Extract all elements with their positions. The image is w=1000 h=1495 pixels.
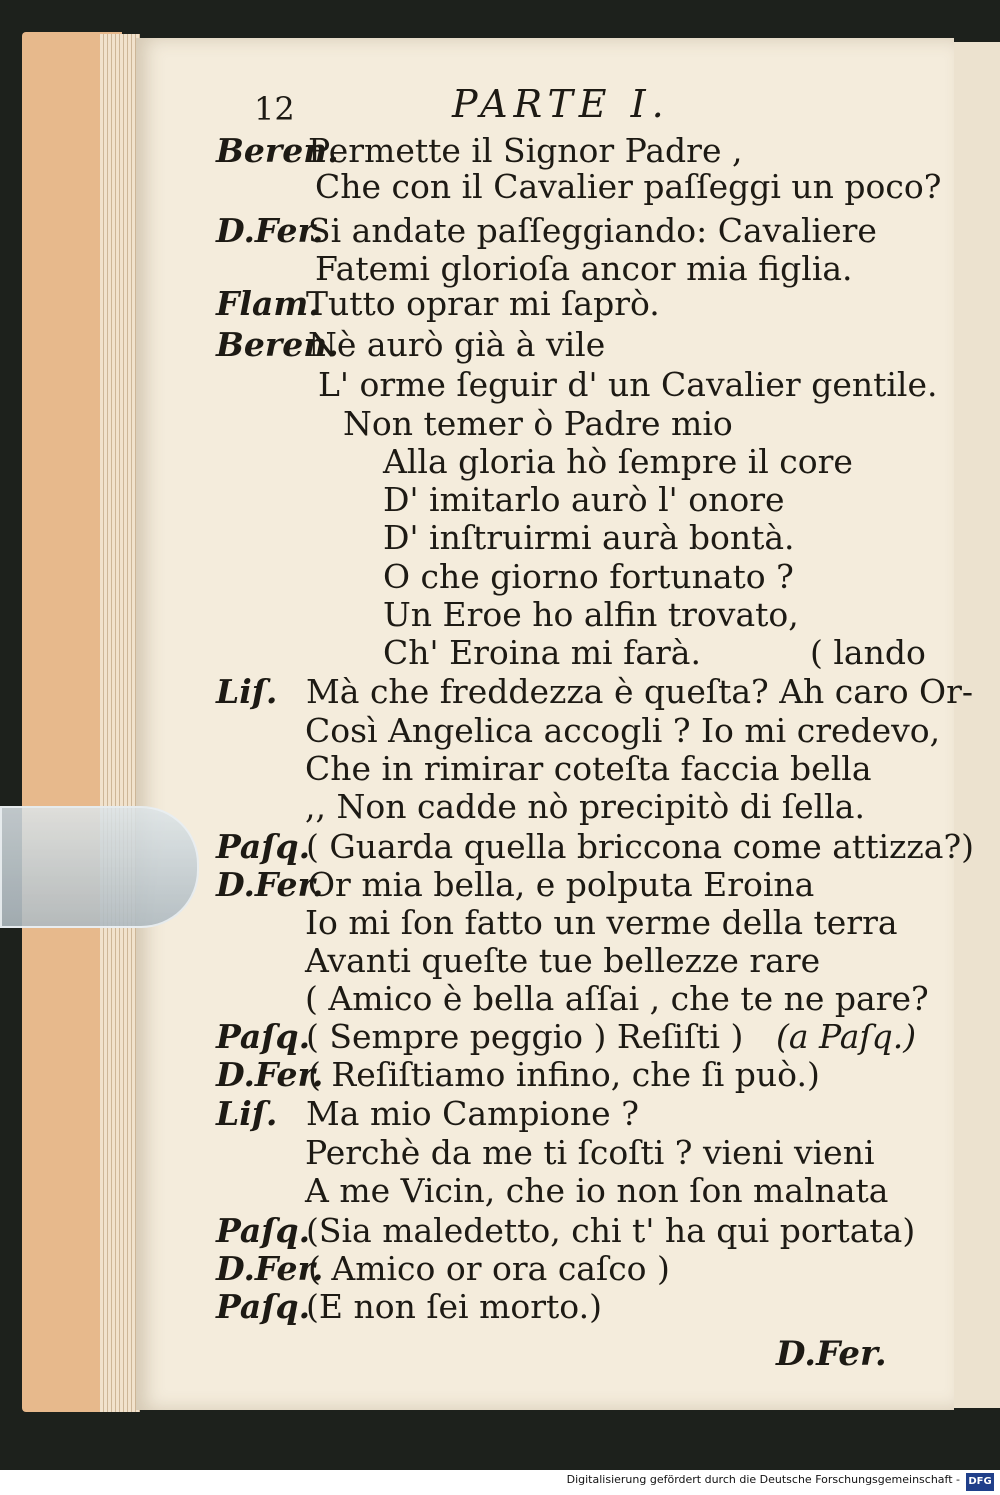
line-text: Che con il Cavalier paſſeggi un poco? [315,167,942,206]
text-line [383,519,795,557]
speaker-label: Flam. [216,284,320,323]
stage-aside: ( lando [810,633,926,672]
stage-aside: (a Paſq.) [776,1017,917,1056]
text-line [305,1172,888,1210]
line-text: Così Angelica accogli ? Io mi credevo, [305,711,941,750]
catchword: D.Fer. [776,1334,887,1374]
page-block-edges [100,34,140,1412]
dfg-logo: DFG [966,1473,994,1491]
text-line [305,980,929,1018]
line-text: O che giorno fortunato ? [383,557,794,596]
line-text: Permette il Signor Padre , [308,131,743,170]
line-text: Mà che freddezza è queſta? Ah caro Or- [306,672,974,711]
text-line [305,750,872,788]
speaker-label: D.Fer. [216,1055,324,1094]
speaker-label: D.Fer. [216,865,324,904]
text-line [383,443,853,481]
line-text: L' orme ſeguir d' un Cavalier gentile. [318,365,938,404]
speaker-label: Liſ. [216,672,278,711]
running-head: PARTE I. [452,82,670,126]
line-text: Un Eroe ho alfin trovato, [383,595,799,634]
line-text: Fatemi glorioſa ancor mia figlia. [315,249,853,288]
text-line [383,633,926,672]
line-text: Tutto oprar mi ſaprò. [306,284,660,323]
text-line [315,168,941,206]
text-line [305,942,820,980]
line-text: Nè aurò già à vile [308,325,606,364]
speaker-label: Paſq. [216,1017,311,1056]
line-text: Ch' Eroina mi farà. [383,633,701,672]
line-text: Avanti queſte tue bellezze rare [305,941,821,980]
line-text: ,, Non cadde nò precipitò di ſella. [305,787,865,826]
text-line [315,250,853,288]
line-text: Alla gloria hò ſempre il core [383,442,853,481]
line-text: ( Amico or ora caſco ) [308,1249,670,1288]
text-line [305,788,865,826]
line-text: Ma mio Campione ? [306,1094,639,1133]
text-line [383,596,799,634]
line-text: ( Sempre peggio ) Reſiſti ) [306,1017,744,1056]
line-text: A me Vicin, che io non ſon malnata [305,1171,889,1210]
line-text: Perchè da me ti ſcoſti ? vieni vieni [305,1133,875,1172]
speaker-label: D.Fer. [216,211,324,250]
line-text: Si andate paſſeggiando: Cavaliere [308,211,877,250]
page-number: 12 [254,90,295,128]
line-text: (Sia maledetto, chi t' ha qui portata) [306,1211,916,1250]
speaker-label: Paſq. [216,1287,311,1326]
line-text: Non temer ò Padre mio [343,404,733,443]
text-line [383,558,794,596]
text-line [318,366,938,404]
text-line [343,405,733,443]
speaker-label: Liſ. [216,1094,278,1133]
speaker-label: Beren. [216,325,339,364]
text-line [305,1134,875,1172]
speaker-label: Paſq. [216,1211,311,1250]
line-text: Or mia bella, e polputa Eroina [308,865,815,904]
line-text: D' inſtruirmi aurà bontà. [383,518,795,557]
text-line [383,481,785,519]
footer-credit: Digitalisierung gefördert durch die Deutsche Forschungsgemeinschaft - [566,1473,960,1486]
line-text: ( Guarda quella briccona come attizza?) [306,827,975,866]
speaker-label: Paſq. [216,827,311,866]
line-text: D' imitarlo aurò l' onore [383,480,785,519]
page-clip-bookmark [0,806,199,928]
speaker-label: D.Fer. [216,1249,324,1288]
speaker-label: Beren. [216,131,339,170]
footer-bar [0,1470,1000,1495]
line-text: (E non ſei morto.) [306,1287,602,1326]
text-line [305,904,898,942]
line-text: Io mi ſon fatto un verme della terra [305,903,898,942]
line-text: Che in rimirar coteſta faccia bella [305,749,872,788]
facing-page-edge [954,42,1000,1408]
text-line [305,712,940,750]
line-text: ( Amico è bella aſſai , che te ne pare? [305,979,929,1018]
line-text: ( Reſiſtiamo infino, che ſi può.) [308,1055,820,1094]
